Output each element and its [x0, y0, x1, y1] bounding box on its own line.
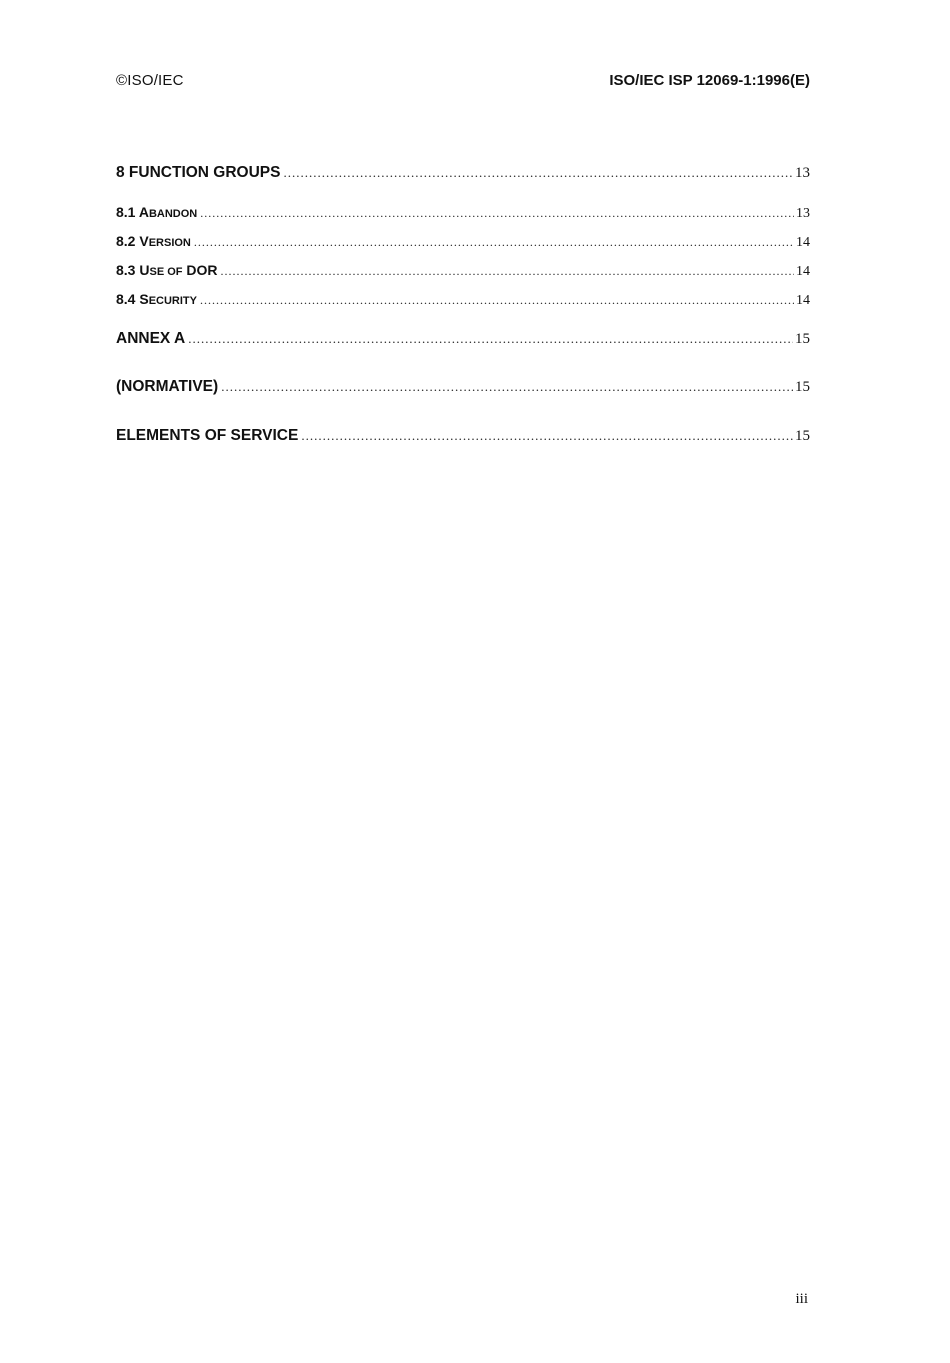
toc-entry-label: 8 FUNCTION GROUPS	[116, 164, 281, 181]
toc-entry-abandon[interactable]	[116, 204, 810, 222]
toc-entry-label: ANNEX A	[116, 330, 186, 347]
toc-leader-dots	[221, 379, 793, 395]
header-standard-id: ISO/IEC ISP 12069-1:1996(E)	[609, 72, 810, 89]
header-copyright: ©ISO/IEC	[116, 72, 184, 89]
toc-page-number: 13	[796, 206, 810, 221]
toc-entry-normative[interactable]	[116, 378, 810, 396]
toc-leader-dots	[221, 264, 795, 279]
toc-leader-dots	[200, 206, 794, 221]
toc-leader-dots	[200, 293, 794, 308]
toc-page-number: 15	[795, 428, 810, 444]
page-number-footer: iii	[795, 1291, 808, 1307]
toc-entry-label: (NORMATIVE)	[116, 378, 219, 395]
toc-leader-dots	[283, 165, 793, 181]
toc-page-number: 14	[796, 293, 810, 308]
toc-entry-label: ELEMENTS OF SERVICE	[116, 427, 299, 444]
toc-entry-security[interactable]	[116, 291, 810, 309]
toc-entry-label: 8.3 USE OF DOR	[116, 262, 218, 278]
toc-page-number: 14	[796, 235, 810, 250]
toc-page-number: 15	[795, 331, 810, 347]
toc-leader-dots	[301, 428, 793, 444]
toc-entry-label: 8.2 VERSION	[116, 233, 191, 249]
toc-leader-dots	[188, 331, 793, 347]
toc-leader-dots	[194, 235, 794, 250]
toc-entry-function-groups[interactable]	[116, 164, 810, 182]
toc-page-number: 14	[796, 264, 810, 279]
toc-entry-label: 8.4 SECURITY	[116, 291, 197, 307]
toc-entry-label: 8.1 ABANDON	[116, 204, 198, 220]
toc-entry-annex-a[interactable]	[116, 330, 810, 348]
toc-entry-elements-of-service[interactable]	[116, 427, 810, 445]
toc-entry-use-of-dor[interactable]	[116, 262, 810, 280]
toc-page-number: 15	[795, 379, 810, 395]
toc-entry-version[interactable]	[116, 233, 810, 251]
toc-page-number: 13	[795, 165, 810, 181]
